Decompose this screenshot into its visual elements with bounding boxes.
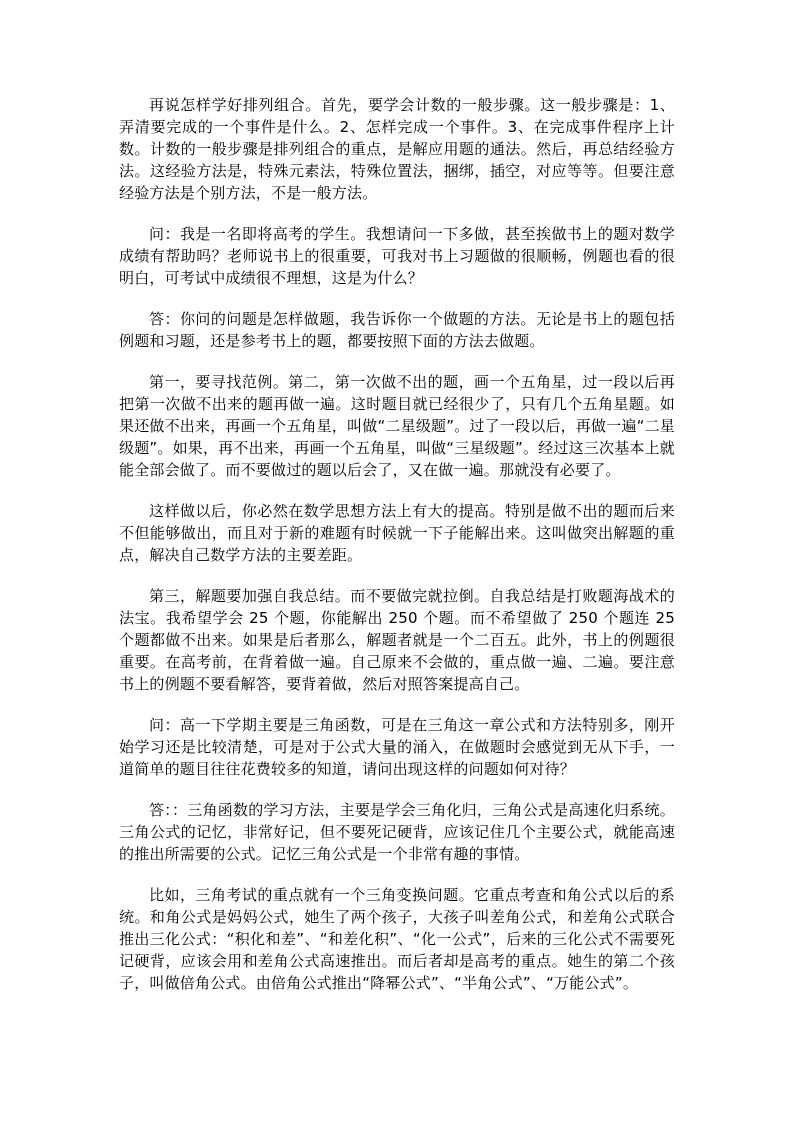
paragraph-improvement: 这样做以后，你必然在数学思想方法上有大的提高。特别是做不出的题而后来不但能够做出，而且对于新的难题有时候就一下子能解出来。这叫做突出解题的重点，解决自己数学方法的主要差距。: [119, 502, 675, 564]
paragraph-formula-family: 比如，三角考试的重点就有一个三角变换问题。它重点考查和角公式以后的系统。和角公式是妈妈公式，她生了两个孩子，大孩子叫差角公式，和差角公式联合推出三化公式：“积化和差”、“和差化积”、“化一公式”，后来的三化公式不需要死记硬背，应该会用和差角公式高速推出。而后者却是高考的重点。她生的第二个孩子，叫做倍角公式。由倍角公式推出“降幂公式”、“半角公式”、“万能公式”。: [119, 886, 675, 992]
paragraph-question-textbook: 问：我是一名即将高考的学生。我想请问一下多做，甚至挨做书上的题对数学成绩有帮助吗？老师说书上的很重要，可我对书上习题做的很顺畅，例题也看的很明白，可考试中成绩很不理想，这是为什么？: [119, 225, 675, 287]
paragraph-self-summary: 第三，解题要加强自我总结。而不要做完就拉倒。自我总结是打败题海战术的法宝。我希望学会 25 个题，你能解出 250 个题。而不希望做了 250 个题连 25 个题都做不出来。如果是后者那么，解题者就是一个二百五。此外，书上的例题很重要。在高考前，在背着做一遍。自己原来不会做的，重点做一遍、二遍。要注意书上的例题不要看解答，要背着做，然后对照答案提高自己。: [119, 587, 675, 693]
paragraph-answer-trigonometry: 答：：三角函数的学习方法，主要是学会三角化归，三角公式是高速化归系统。三角公式的记忆，非常好记，但不要死记硬背，应该记住几个主要公式，就能高速的推出所需要的公式。记忆三角公式是一个非常有趣的事情。: [119, 801, 675, 863]
paragraph-permutation-method: 再说怎样学好排列组合。首先，要学会计数的一般步骤。这一般步骤是：1、弄清要完成的一个事件是什么。2、怎样完成一个事件。3、在完成事件程序上计数。计数的一般步骤是排列组合的重点，是解应用题的通法。然后，再总结经验方法。这经验方法是，特殊元素法，特殊位置法，捆绑，插空，对应等等。但要注意经验方法是个别方法，不是一般方法。: [119, 96, 675, 202]
paragraph-question-trigonometry: 问：高一下学期主要是三角函数，可是在三角这一章公式和方法特别多，刚开始学习还是比较清楚，可是对于公式大量的涌入，在做题时会感觉到无从下手，一道简单的题目往往花费较多的知道，请问出现这样的问题如何对待？: [119, 716, 675, 778]
paragraph-answer-method: 答：你问的问题是怎样做题，我告诉你一个做题的方法。无论是书上的题包括例题和习题，还是参考书上的题，都要按照下面的方法去做题。: [119, 310, 675, 350]
document-page: [119, 94, 675, 1013]
paragraph-star-method: 第一，要寻找范例。第二，第一次做不出的题，画一个五角星，过一段以后再把第一次做不出来的题再做一遍。这时题目就已经很少了，只有几个五角星题。如果还做不出来，再画一个五角星，叫做“二星级题”。过了一段以后，再做一遍“二星级题”。如果，再不出来，再画一个五角星，叫做“三星级题”。经过这三次基本上就能全部会做了。而不要做过的题以后会了，又在做一遍。那就没有必要了。: [119, 373, 675, 479]
